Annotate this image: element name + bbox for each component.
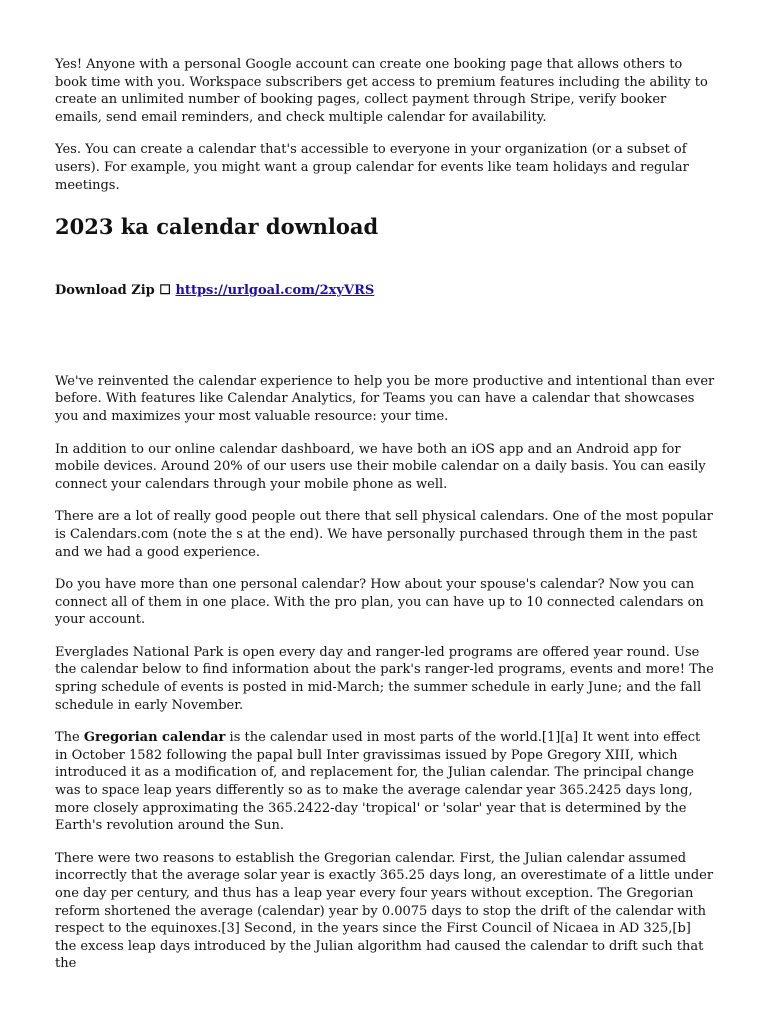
page-title: 2023 ka calendar download	[55, 214, 379, 240]
download-link[interactable]: https://urlgoal.com/2xyVRS	[175, 283, 375, 299]
intro-paragraph-1: Yes! Anyone with a personal Google account can create one booking page that allows others to book time with you. Workspace subscribers get access to premium features including the ability to create an unlimited number of booking pages, collect payment through Stripe, verify booker emails, send email reminders, and check multiple calendar for availability.	[55, 57, 708, 125]
download-label: Download Zip	[55, 283, 155, 299]
body-paragraph-5: Everglades National Park is open every day and ranger-led programs are offered year round. Use the calendar below to find information about the park's ranger-led programs, events and more! The spring schedule of events is posted in mid-March; the summer schedule in early June; and the fall schedule in early November.	[55, 644, 714, 713]
body-paragraph-2: In addition to our online calendar dashboard, we have both an iOS app and an Android app for mobile devices. Around 20% of our users use their mobile calendar on a daily basis. You can easily connect your calendars through your mobile phone as well.	[55, 441, 706, 492]
download-line	[55, 282, 715, 300]
intro-paragraph-2: Yes. You can create a calendar that's accessible to everyone in your organization (or a subset of users). For example, you might want a group calendar for events like team holidays and regular meetings.	[55, 142, 689, 193]
body-paragraph-reasons: There were two reasons to establish the Gregorian calendar. First, the Julian calendar assumed incorrectly that the average solar year is exactly 365.25 days long, an overestimate of a little under one day per century, and thus has a leap year every four years without exception. The Gregorian reform shortened the average (calendar) year by 0.0075 days to stop the drift of the calendar with respect to the equinoxes.[3] Second, in the years since the First Council of Nicaea in AD 325,[b] the excess leap days introduced by the Julian algorithm had caused the calendar to drift such that the	[55, 850, 714, 972]
body-paragraph-4: Do you have more than one personal calendar? How about your spouse's calendar? Now you can connect all of them in one place. With the pro plan, you can have up to 10 connected calendars on your account.	[55, 577, 704, 628]
body-paragraph-gregorian	[55, 729, 715, 835]
article-content	[55, 56, 715, 973]
download-box-icon: ☐	[159, 283, 171, 299]
gregorian-term: Gregorian calendar	[83, 730, 226, 746]
body-paragraph-1: We've reinvented the calendar experience to help you be more productive and intentional than ever before. With features like Calendar Analytics, for Teams you can have a calendar that showcases you and maximizes your most valuable resource: your time.	[55, 373, 715, 424]
body-paragraph-3: There are a lot of really good people out there that sell physical calendars. One of the most popular is Calendars.com (note the s at the end). We have personally purchased through them in the past and we had a good experience.	[55, 509, 713, 560]
gregorian-pre: The	[55, 730, 84, 746]
gregorian-post: is the calendar used in most parts of the world.[1][a] It went into effect in October 1582 following the papal bull Inter gravissimas issued by Pope Gregory XIII, which introduced it as a modification of, and replacement for, the Julian calendar. The principal change was to space leap years differently so as to make the average calendar year 365.2425 days long, more closely approximating the 365.2422-day 'tropical' or 'solar' year that is determined by the Earth's revolution around the Sun.	[55, 730, 701, 834]
